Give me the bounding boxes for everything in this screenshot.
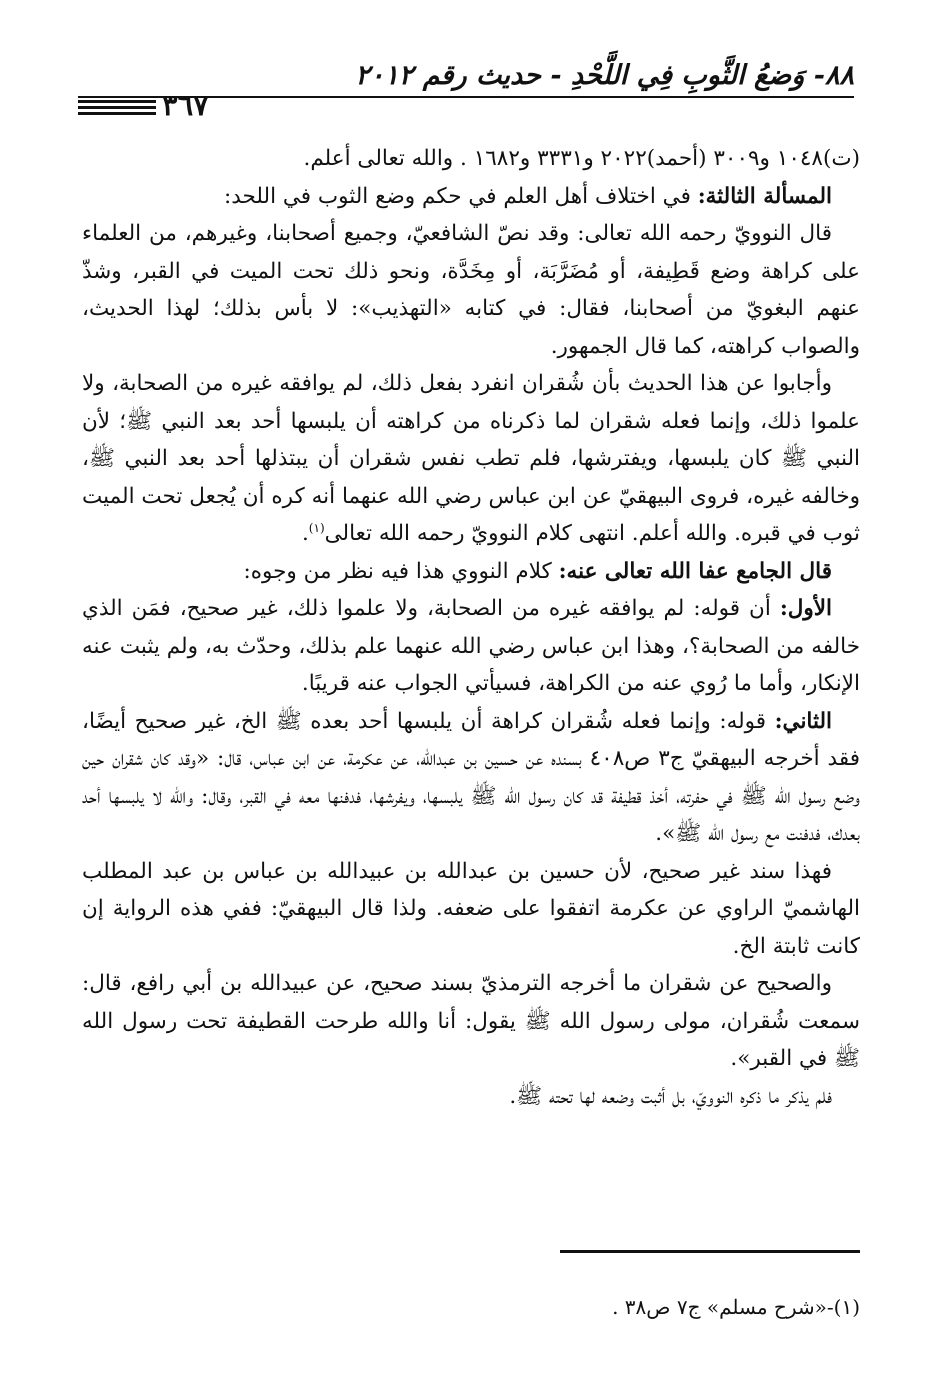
paragraph-first-point [82,590,860,703]
ornament-bar [78,106,156,109]
paragraph-second-point [82,703,860,853]
footnote-rule [560,1250,860,1253]
ornament-bar [78,100,156,103]
paragraph-correct-report: والصحيح عن شقران ما أخرجه الترمذيّ بسند صحيح، عن عبيدالله بن أبي رافع، قال: سمعت شُقران، مولى رسول الله ﷺ يقول: أنا والله طرحت القطيفة تحت رسول الله ﷺ في القبر». [82,971,860,1071]
paragraph-compiler [82,553,860,591]
footnote-reference: (١) [308,520,325,535]
paragraph-nawawi-quote: قال النوويّ رحمه الله تعالى: وقد نصّ الشافعيّ، وجميع أصحابنا، وغيرهم، من العلماء على كراهة وضع قَطِيفة، أو مُضَرَّبَة، أو مِخَدَّة، ونحو ذلك تحت الميت في القبر، وشذّ عنهم البغويّ من أصحابنا، فقال: في كتابه «التهذيب»: لا بأس بذلك؛ لهذا الحديث، والصواب كراهته، كما قال الجمهور. [82,221,860,359]
paragraph-chain-weakness: فهذا سند غير صحيح، لأن حسين بن عبدالله بن عبيدالله بن عباس بن عبد المطلب الهاشميّ الراوي عن عكرمة اتفقوا على ضعفه. ولذا قال البيهقيّ: ففي هذه الرواية إن كانت ثابتة الخ. [82,858,860,959]
paragraph-end: . [301,521,309,546]
ornament-bar [78,112,156,115]
section-label: الأول: [779,596,832,621]
paragraph-response [82,365,860,553]
paragraph-text: وأجابوا عن هذا الحديث بأن شُقران انفرد بفعل ذلك، لم يوافقه غيره من الصحابة، ولا علموا ذلك، وإنما فعله شقران لما ذكرناه من كراهته أن يلبسها أحد بعد النبي ﷺ؛ لأن النبي ﷺ كان يلبسها، ويفترشها، فلم تطب نفس شقران أن يبتذلها أحد بعد النبي ﷺ، وخالفه غيره، فروى البيهقيّ عن ابن عباس رضي الله عنهما أنه كره أن يُجعل تحت الميت ثوب في قبره. والله أعلم. انتهى كلام النوويّ رحمه الله تعالى [82,371,860,546]
page-number-ornament [78,100,156,114]
paragraph-references: (ت)١٠٤٨ و٣٠٠٩ (أحمد)٢٠٢٢ و٣٣٣١ و١٦٨٢ . والله تعالى أعلم. [303,146,860,171]
paragraph-text: أن قوله: لم يوافقه غيره من الصحابة، ولا علموا ذلك، غير صحيح، فمَن الذي خالفه من الصحابة؟، وهذا ابن عباس رضي الله عنهما علم بذلك، وحدّث به، ولم يثبت عنه الإنكار، وأما ما رُوي عنه من الكراهة، فسيأتي الجواب عنه قريبًا. [82,596,860,696]
paragraph-text: قوله: وإنما فعله شُقران كراهة أن يلبسها أحد بعده ﷺ الخ، غير صحيح أيضًا، فقد أخرجه البيهقيّ ج٣ ص٤٠٨ بسنده عن حسين بن عبدالله، عن عكرمة، عن ابن عباس، قال: «وقد كان شقران حين وضع رسول الله ﷺ في حفرته، أخذ قطيفة قد كان رسول الله ﷺ يلبسها، ويفرشها، فدفنها معه في القبر، وقال: والله لا يلبسها أحد بعدك، فدفنت مع رسول الله ﷺ». [82,708,860,846]
paragraph-text: في اختلاف أهل العلم في حكم وضع الثوب في اللحد: [224,183,698,209]
section-label: المسألة الثالثة: [697,183,832,209]
paragraph-third-issue [82,178,860,216]
running-title: ٨٨- وَضعُ الثَّوبِ فِي اللَّحْدِ - حديث رقم ٢٠١٢ [355,60,854,91]
page-number: ٣٦٧ [162,88,209,122]
main-text [82,140,860,1115]
paragraph-conclusion: فلم يذكر ما ذكره النوويّ، بل أثبت وضعه لها تحته ﷺ. [509,1083,832,1109]
page-number-group [78,88,338,122]
section-label: قال الجامع عفا الله تعالى عنه: [558,558,832,584]
page-header [78,60,854,122]
section-label: الثاني: [774,708,832,734]
footnote: (١)-«شرح مسلم» ج٧ ص٣٨ . [612,1295,860,1319]
paragraph-text: كلام النووي هذا فيه نظر من وجوه: [243,558,559,584]
